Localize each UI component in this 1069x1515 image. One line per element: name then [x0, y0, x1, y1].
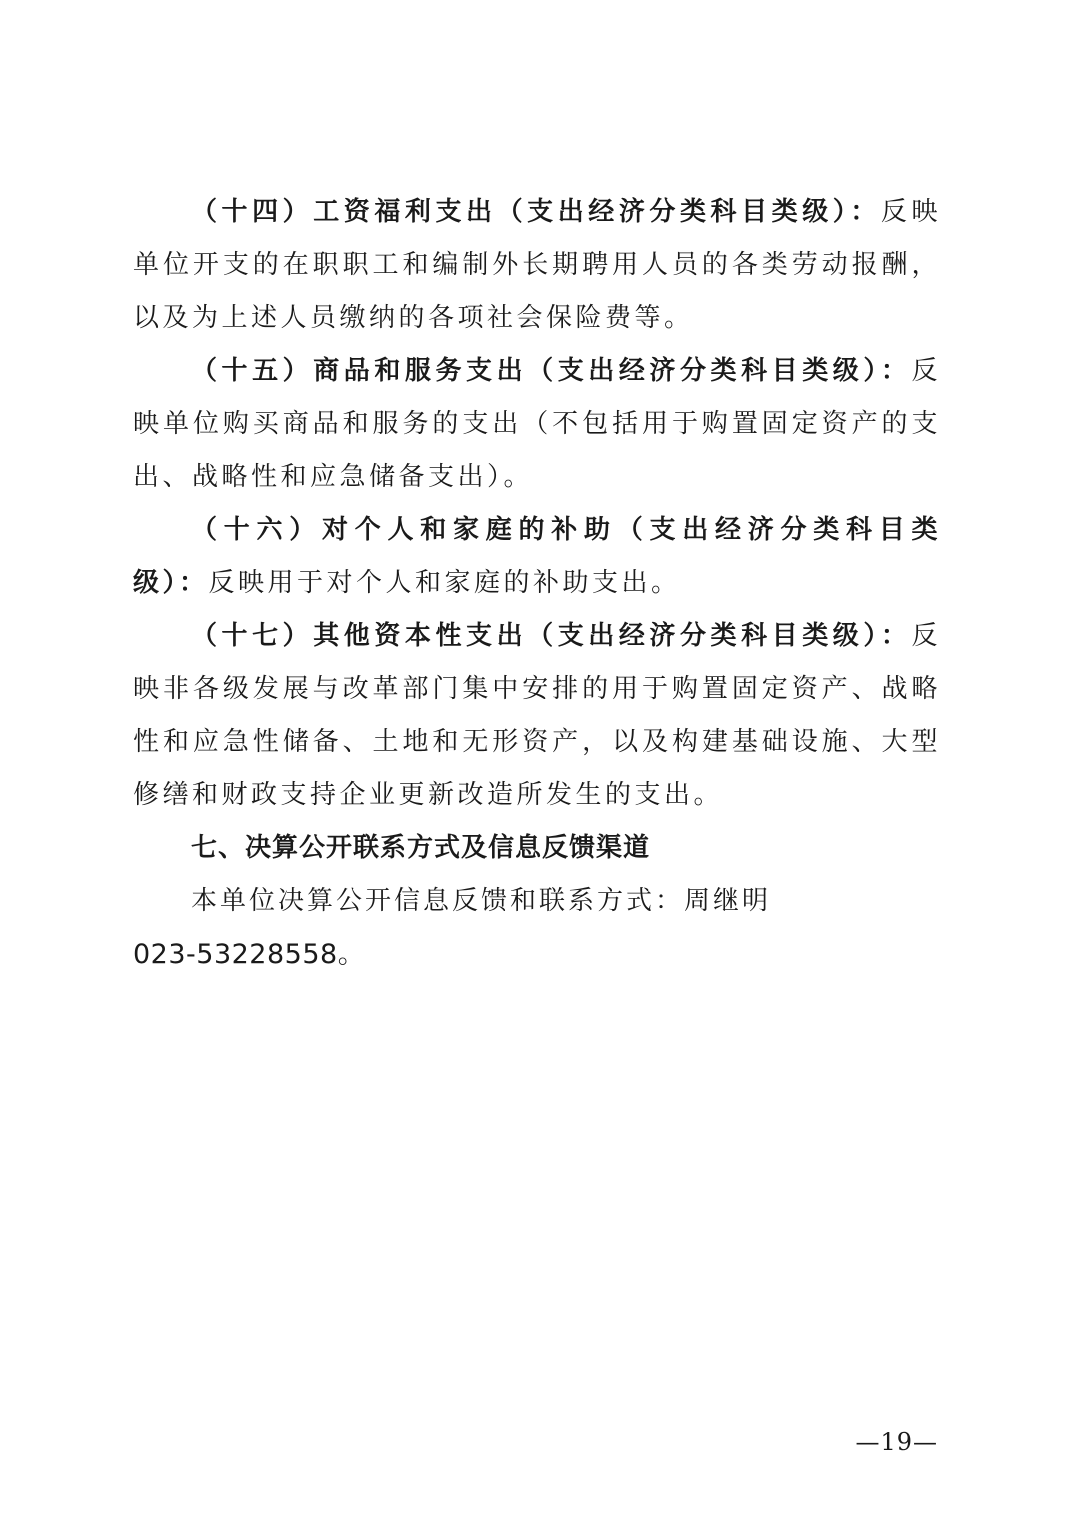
paragraph-text: 反映单位购买商品和服务的支出（不包括用于购置固定资产的支出、战略性和应急储备支出）。	[133, 356, 941, 492]
paragraph-other-capital	[133, 610, 941, 822]
paragraph-heading: （十五）商品和服务支出（支出经济分类科目类级）：	[191, 356, 912, 386]
paragraph-text: 反映用于对个人和家庭的补助支出。	[208, 568, 681, 598]
paragraph-heading: （十四）工资福利支出（支出经济分类科目类级）：	[191, 197, 881, 227]
paragraph-text: 反映非各级发展与改革部门集中安排的用于购置固定资产、战略性和应急性储备、土地和无形资产，以及构建基础设施、大型修缮和财政支持企业更新改造所发生的支出。	[133, 621, 941, 810]
paragraph-wage-welfare	[133, 186, 941, 345]
paragraph-heading: （十六）对个人和家庭的补助（支出经济分类科目类级）：	[133, 515, 941, 598]
document-body	[133, 186, 941, 981]
section-heading-contact: 七、决算公开联系方式及信息反馈渠道	[191, 833, 651, 863]
page-number: —19—	[855, 1428, 938, 1456]
contact-text: 本单位决算公开信息反馈和联系方式：周继明	[191, 886, 772, 916]
paragraph-goods-services	[133, 345, 941, 504]
contact-phone: 023-53228558。	[133, 939, 366, 970]
paragraph-text: 反映单位开支的在职职工和编制外长期聘用人员的各类劳动报酬，以及为上述人员缴纳的各项社会保险费等。	[133, 197, 941, 333]
paragraph-household-subsidy	[133, 504, 941, 610]
paragraph-heading: （十七）其他资本性支出（支出经济分类科目类级）：	[191, 621, 912, 651]
